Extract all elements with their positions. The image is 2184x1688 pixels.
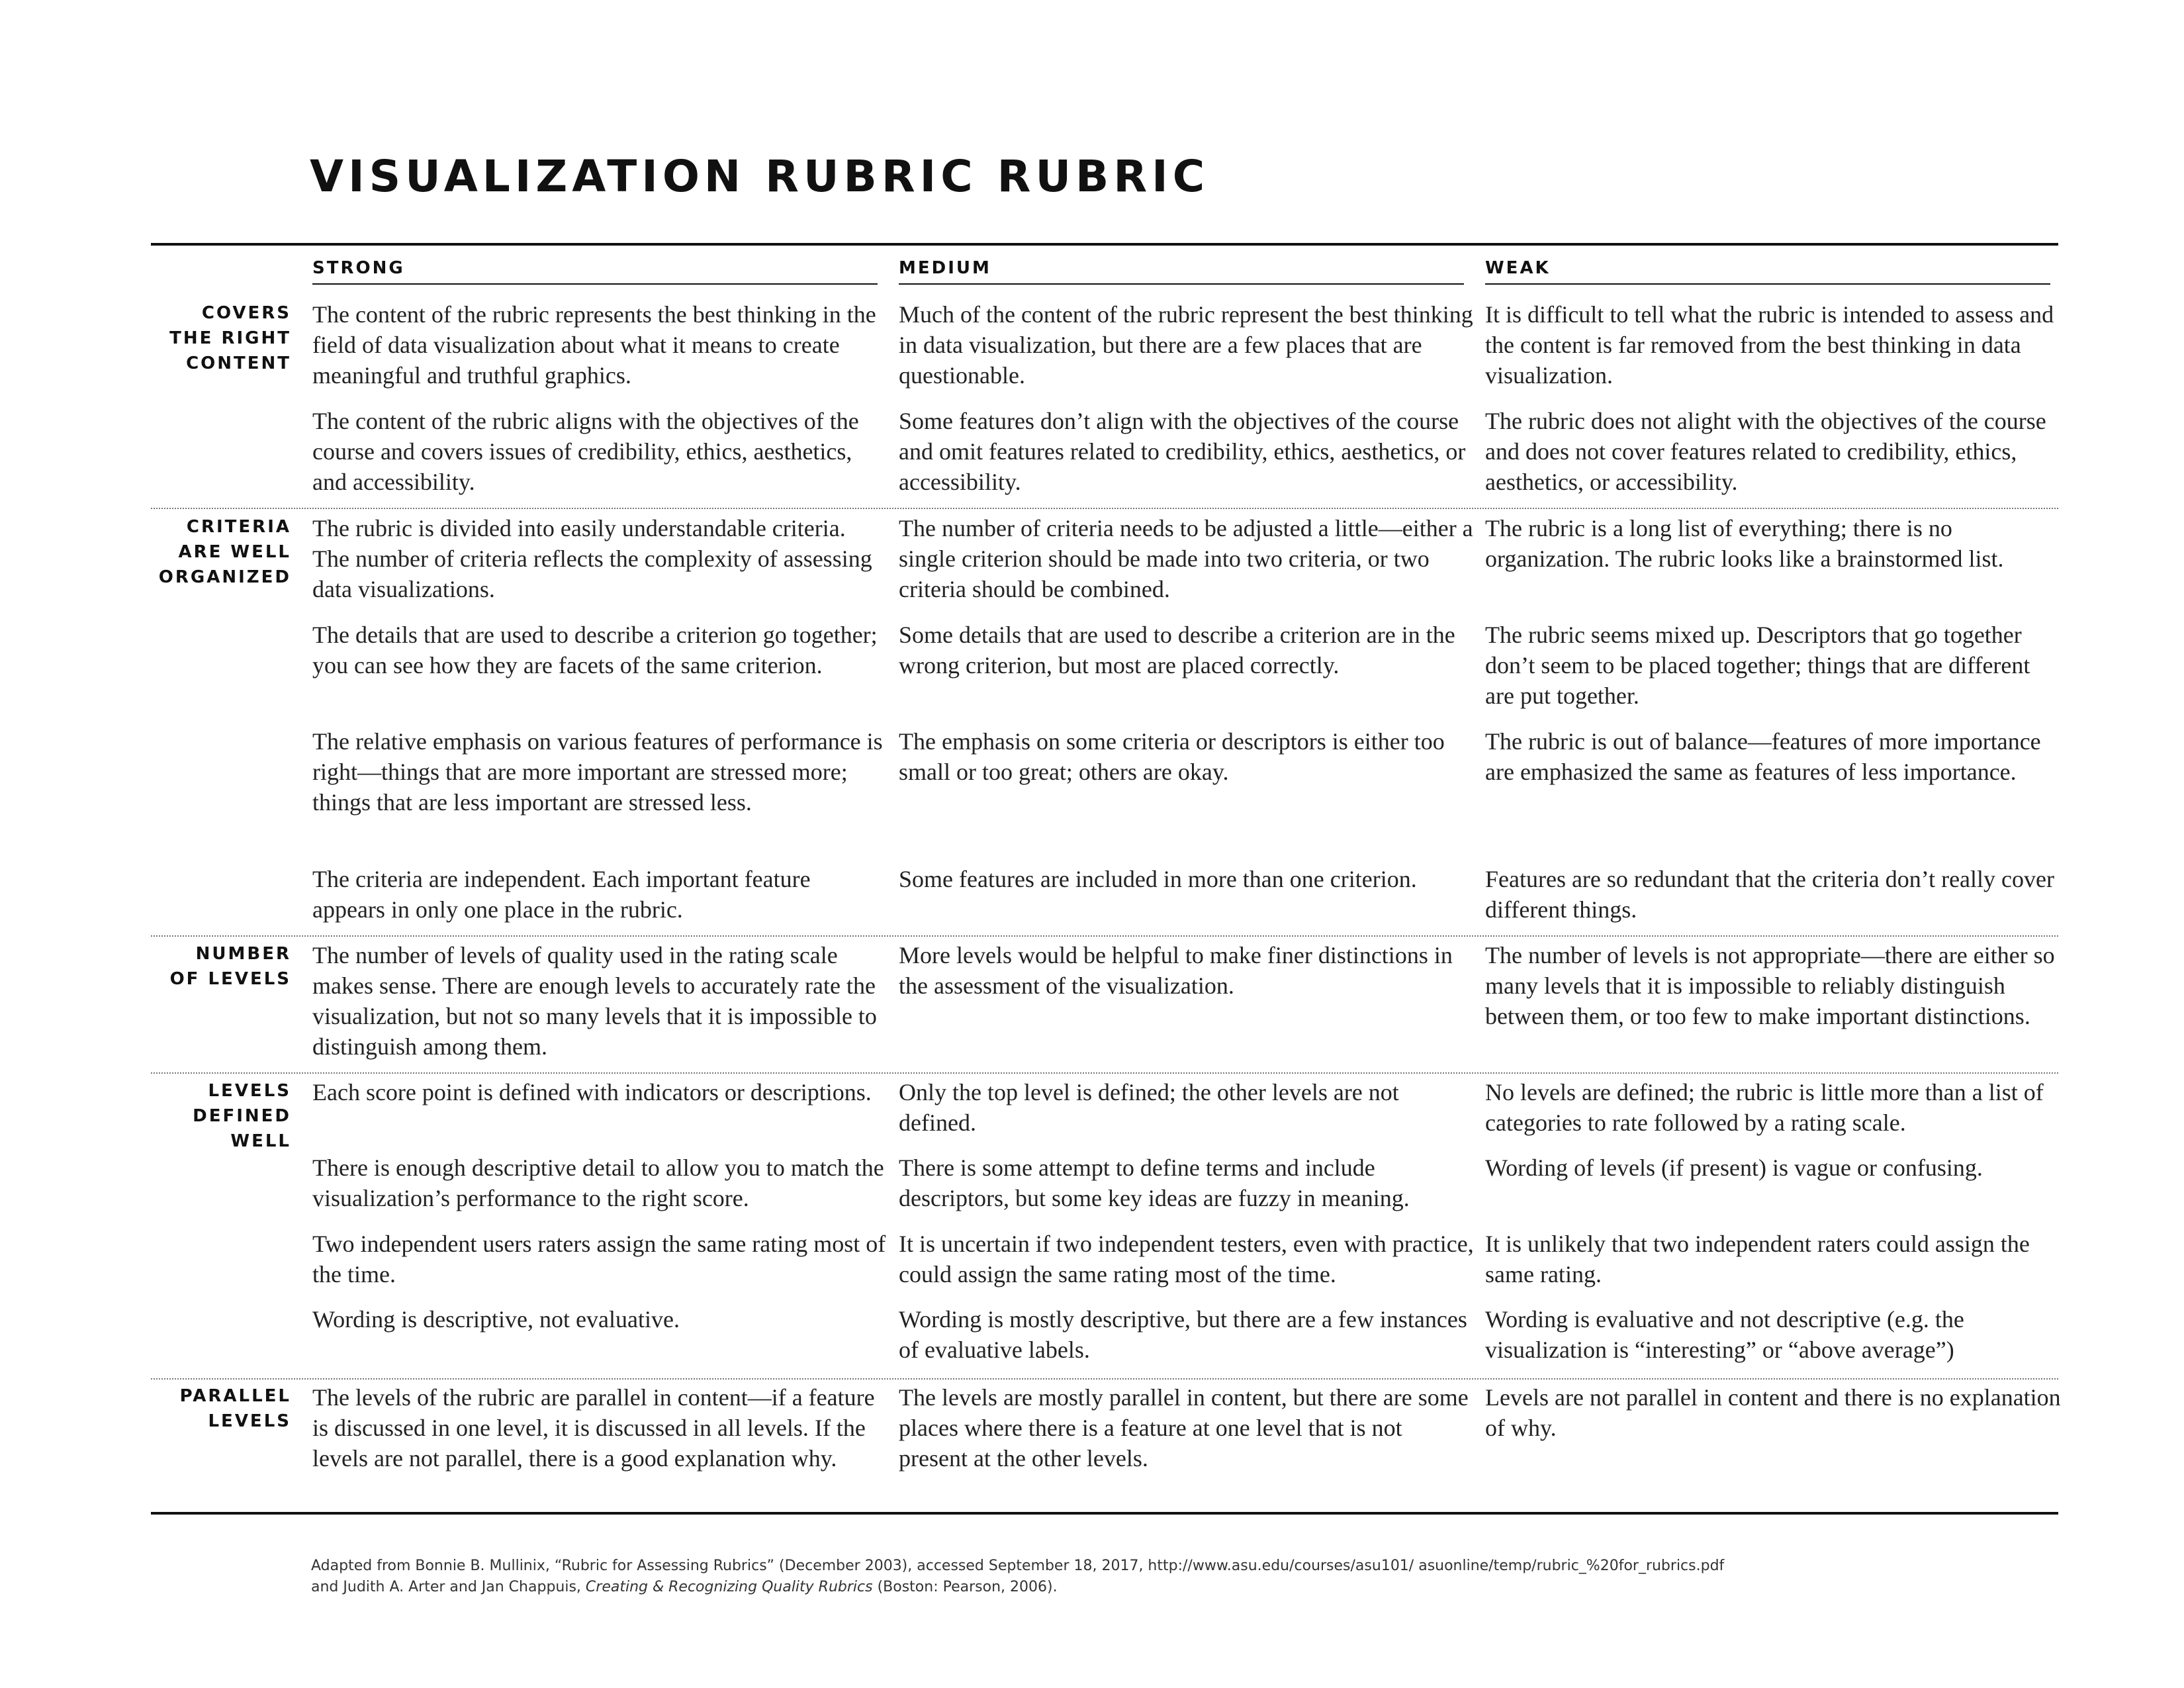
column-header-weak: WEAK (1485, 258, 2050, 285)
cell-weak: The rubric does not alight with the objectives of the course and does not cover features related to credibility, ethics, aesthetics, or accessibility. (1485, 408, 2046, 495)
footnote (311, 1556, 2058, 1598)
row-label (151, 1078, 291, 1154)
cell-weak: The rubric seems mixed up. Descriptors that go together don’t seem to be placed together; things that are different are put together. (1485, 622, 2030, 709)
cell-strong: The content of the rubric represents the best thinking in the field of data visualization about what it means to create meaningful and truthful graphics. (312, 301, 876, 389)
footnote-line-2-suffix: (Boston: Pearson, 2006). (872, 1579, 1058, 1595)
footnote-line-1: Adapted from Bonnie B. Mullinix, “Rubric for Assessing Rubrics” (December 2003), accessed September 18, 2017, http://www.asu.edu/courses/asu101/ asuonline/temp/rubric_%20for_rubrics.pdf (311, 1558, 1725, 1574)
cell-medium: Wording is mostly descriptive, but there are a few instances of evaluative labels. (899, 1306, 1467, 1363)
cell-weak: It is difficult to tell what the rubric is intended to assess and the content is far removed from the best thinking in data visualization. (1485, 301, 2054, 389)
section-covers-right-content (151, 299, 2058, 509)
cell-strong: The details that are used to describe a criterion go together; you can see how they are facets of the same criterion. (312, 622, 878, 679)
cell-medium: The number of criteria needs to be adjusted a little—either a single criterion should be made into two criteria, or two criteria should be combined. (899, 515, 1473, 602)
cell-weak: The number of levels is not appropriate—there are either so many levels that it is impossible to reliably distinguish between them, or too few to make important distinctions. (1485, 942, 2055, 1029)
section-parallel-levels (151, 1382, 2061, 1508)
top-rule (151, 243, 2058, 246)
column-header-strong: STRONG (312, 258, 878, 285)
cell-medium: There is some attempt to define terms and include descriptors, but some key ideas are fuzzy in meaning. (899, 1154, 1410, 1211)
cell-strong: The relative emphasis on various features of performance is right—things that are more important are stressed more; things that are less important are stressed less. (312, 728, 883, 816)
row-label (151, 941, 291, 992)
cell-weak: Levels are not parallel in content and there is no explanation of why. (1485, 1384, 2061, 1441)
row-label-text: COVERS THE RIGHT CONTENT (169, 303, 291, 373)
cell-strong: The rubric is divided into easily understandable criteria. The number of criteria reflects the complexity of assessing data visualizations. (312, 515, 872, 602)
section-levels-defined-well (151, 1077, 2058, 1380)
row-label-text: CRITERIA ARE WELL ORGANIZED (158, 517, 291, 587)
row-label-text: PARALLEL LEVELS (179, 1386, 291, 1431)
cell-medium: It is uncertain if two independent testers, even with practice, could assign the same rating most of the time. (899, 1231, 1474, 1288)
section-number-of-levels (151, 940, 2058, 1074)
cell-weak: Wording is evaluative and not descriptive (e.g. the visualization is “interesting” or “above average”) (1485, 1306, 1964, 1363)
cell-strong: The criteria are independent. Each important feature appears in only one place in the rubric. (312, 866, 811, 923)
cell-medium: Some details that are used to describe a criterion are in the wrong criterion, but most are placed correctly. (899, 622, 1455, 679)
section-criteria-well-organized (151, 513, 2058, 937)
cell-strong: The number of levels of quality used in the rating scale makes sense. There are enough levels to accurately rate the visualization, but not so many levels that it is impossible to distinguish among them. (312, 942, 877, 1060)
cell-weak: Wording of levels (if present) is vague or confusing. (1485, 1154, 1983, 1181)
page-title: VISUALIZATION RUBRIC RUBRIC (310, 151, 1210, 202)
row-label-text: LEVELS DEFINED WELL (193, 1081, 291, 1151)
cell-strong: The levels of the rubric are parallel in content—if a feature is discussed in one level, it is discussed in all levels. If the levels are not parallel, there is a good explanation why. (312, 1384, 875, 1472)
cell-weak: The rubric is a long list of everything; there is no organization. The rubric looks like a brainstormed list. (1485, 515, 2004, 572)
footnote-line-2 (311, 1577, 2058, 1598)
cell-medium: The emphasis on some criteria or descriptors is either too small or too great; others are okay. (899, 728, 1445, 785)
row-label (151, 514, 291, 590)
cell-weak: The rubric is out of balance—features of more importance are emphasized the same as features of less importance. (1485, 728, 2041, 785)
cell-strong: Two independent users raters assign the same rating most of the time. (312, 1231, 886, 1288)
row-label-text: NUMBER OF LEVELS (169, 944, 291, 989)
cell-medium: Only the top level is defined; the other levels are not defined. (899, 1079, 1399, 1136)
cell-medium: More levels would be helpful to make finer distinctions in the assessment of the visualization. (899, 942, 1453, 999)
cell-weak: Features are so redundant that the criteria don’t really cover different things. (1485, 866, 2054, 923)
cell-medium: Much of the content of the rubric represent the best thinking in data visualization, but there are a few places that are questionable. (899, 301, 1473, 389)
cell-strong: Each score point is defined with indicators or descriptions. (312, 1079, 872, 1105)
cell-strong: The content of the rubric aligns with the objectives of the course and covers issues of credibility, ethics, aesthetics, and accessibility. (312, 408, 859, 495)
row-label (151, 1383, 291, 1434)
row-label (151, 301, 291, 376)
cell-medium: Some features don’t align with the objectives of the course and omit features related to credibility, ethics, aesthetics, or accessibility. (899, 408, 1466, 495)
cell-medium: Some features are included in more than one criterion. (899, 866, 1417, 892)
cell-strong: There is enough descriptive detail to allow you to match the visualization’s performance to the right score. (312, 1154, 884, 1211)
cell-medium: The levels are mostly parallel in content, but there are some places where there is a feature at one level that is not present at the other levels. (899, 1384, 1469, 1472)
footnote-line-2-prefix: and Judith A. Arter and Jan Chappuis, (311, 1579, 586, 1595)
cell-weak: It is unlikely that two independent raters could assign the same rating. (1485, 1231, 2030, 1288)
cell-strong: Wording is descriptive, not evaluative. (312, 1306, 680, 1333)
bottom-rule (151, 1512, 2058, 1515)
cell-weak: No levels are defined; the rubric is little more than a list of categories to rate followed by a rating scale. (1485, 1079, 2044, 1136)
column-header-medium: MEDIUM (899, 258, 1464, 285)
footnote-book-title: Creating & Recognizing Quality Rubrics (585, 1579, 873, 1595)
